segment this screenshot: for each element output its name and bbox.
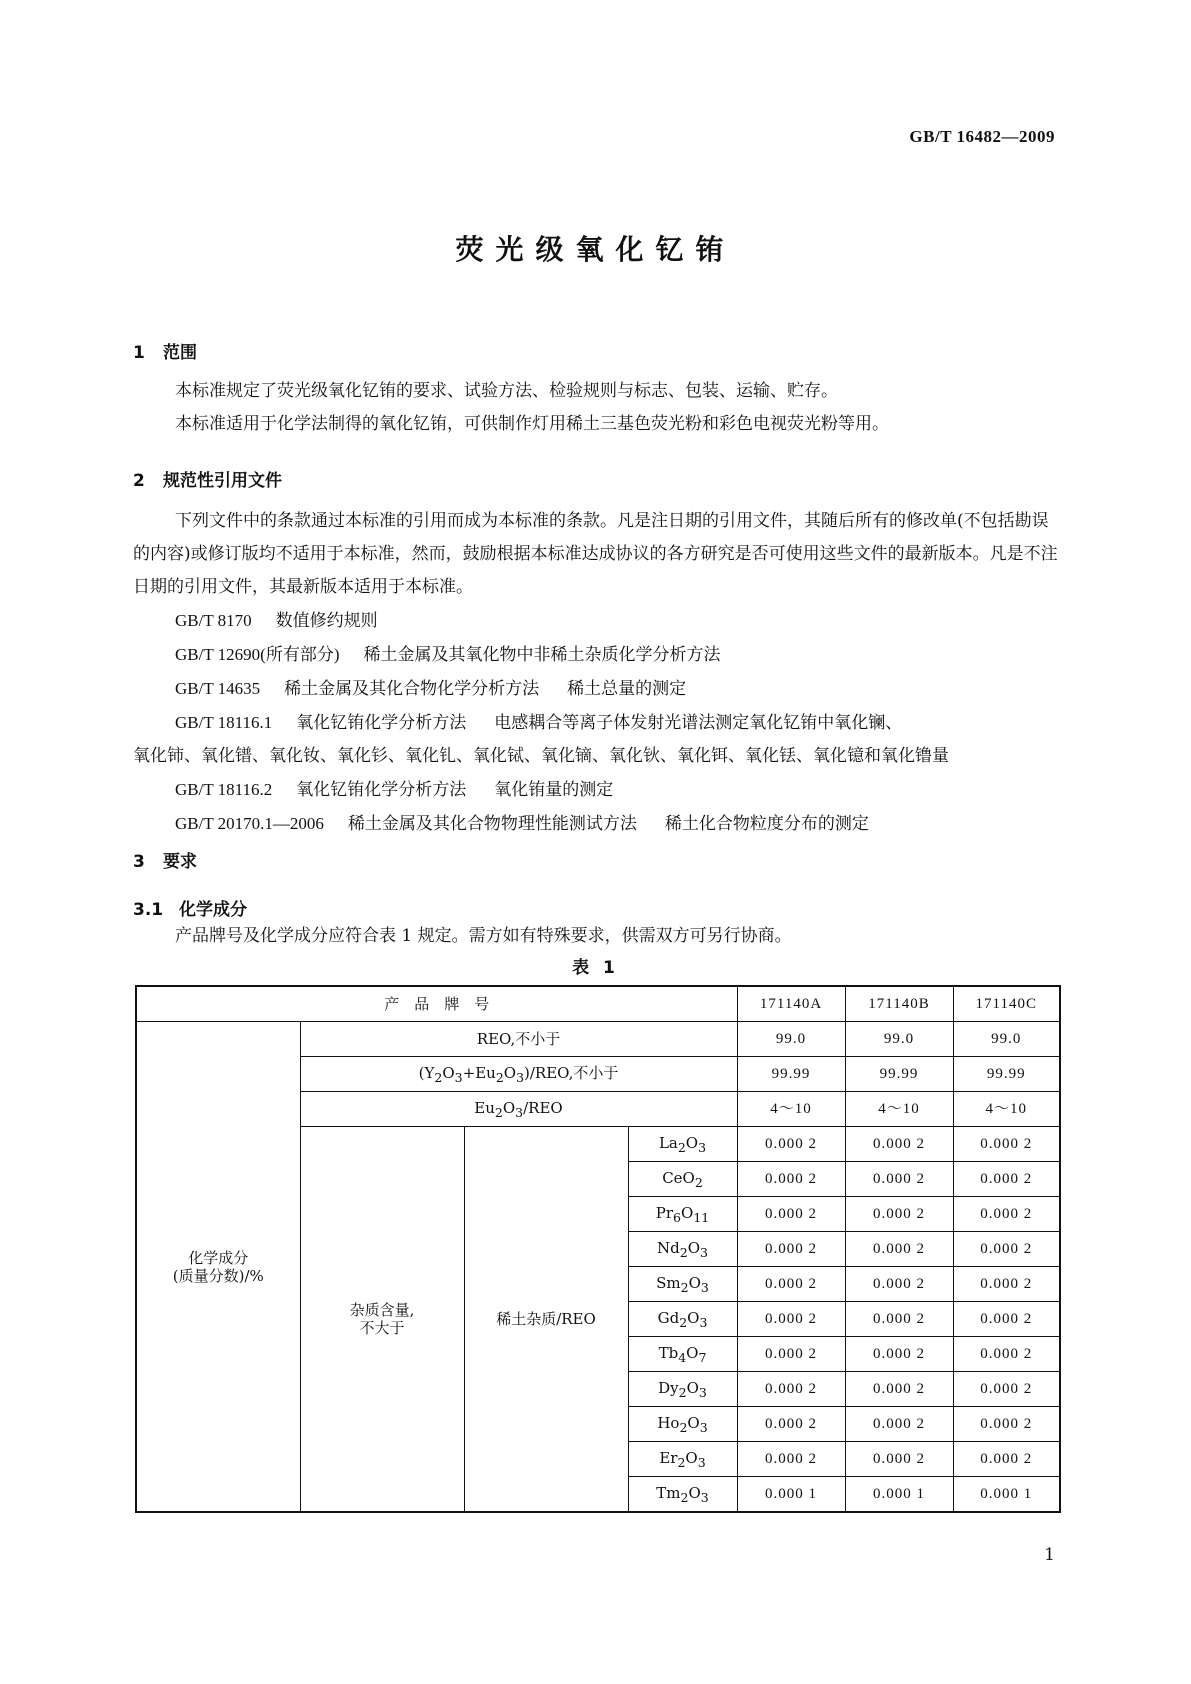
value-cell: 0.000 2 (953, 1127, 1060, 1162)
value-cell: 99.99 (845, 1057, 953, 1092)
section-title: 要求 (163, 852, 197, 872)
value-cell: 0.000 2 (737, 1337, 845, 1372)
oxide-formula: CeO$_2$ (628, 1162, 737, 1197)
value-cell: 0.000 2 (845, 1442, 953, 1477)
value-cell: 0.000 2 (845, 1127, 953, 1162)
page-number: 1 (1044, 1545, 1055, 1565)
reference-title: 稀土金属及其化合物化学分析方法 (284, 679, 540, 699)
reference-title: 稀土金属及其化合物物理性能测试方法 (347, 814, 637, 834)
row-label: $Eu_2O_3$/REO (300, 1092, 737, 1127)
value-cell: 0.000 2 (737, 1232, 845, 1267)
grade-cell: 171140A (737, 986, 845, 1022)
oxide-formula: $Tm_2O_3$ (628, 1477, 737, 1513)
value-cell: 99.0 (737, 1022, 845, 1057)
value-cell: 0.000 1 (953, 1477, 1060, 1513)
oxide-formula: $Tb_4O_7$ (628, 1337, 737, 1372)
value-cell: 4～10 (845, 1092, 953, 1127)
value-cell: 0.000 2 (845, 1372, 953, 1407)
value-cell: 0.000 2 (737, 1302, 845, 1337)
value-cell: 0.000 2 (737, 1162, 845, 1197)
table-header-row (136, 986, 1060, 1022)
value-cell: 0.000 2 (845, 1197, 953, 1232)
value-cell: 4～10 (953, 1092, 1060, 1127)
value-cell: 0.000 2 (845, 1407, 953, 1442)
row-label: $(Y_2O_3+Eu_2O_3)$/REO,不小于 (300, 1057, 737, 1092)
reference-code: GB/T 12690(所有部分) (175, 645, 340, 664)
section-number: 3 (133, 852, 145, 872)
section-title: 规范性引用文件 (163, 471, 282, 491)
chemical-composition-table (135, 985, 1061, 1513)
value-cell: 0.000 2 (845, 1267, 953, 1302)
value-cell: 99.0 (953, 1022, 1060, 1057)
oxide-formula: $Dy_2O_3$ (628, 1372, 737, 1407)
value-cell: 99.99 (737, 1057, 845, 1092)
reference-title: 稀土金属及其氧化物中非稀土杂质化学分析方法 (363, 645, 721, 665)
requirement-text (133, 920, 1061, 953)
reference-code: GB/T 18116.1 (175, 713, 273, 732)
reference-item (133, 604, 1061, 638)
value-cell: 0.000 2 (845, 1337, 953, 1372)
scope-paragraph-1: 本标准规定了荧光级氧化钇铕的要求、试验方法、检验规则与标志、包装、运输、贮存。 (175, 381, 838, 401)
reference-code: GB/T 20170.1—2006 (175, 814, 324, 833)
reference-item (133, 672, 1061, 706)
section-2-heading (133, 466, 282, 491)
scope-text (133, 375, 1061, 441)
rare-earth-impurity-label: 稀土杂质/REO (464, 1127, 628, 1513)
grade-cell: 171140B (845, 986, 953, 1022)
section-title: 化学成分 (179, 900, 247, 920)
oxide-formula: $Pr_6O_{11}$ (628, 1197, 737, 1232)
value-cell: 0.000 2 (845, 1302, 953, 1337)
table-row (136, 1022, 1060, 1057)
reference-code: GB/T 18116.2 (175, 780, 273, 799)
value-cell: 0.000 2 (953, 1407, 1060, 1442)
value-cell: 0.000 2 (845, 1162, 953, 1197)
section-number: 2 (133, 471, 145, 491)
table-caption: 表 1 (572, 958, 619, 978)
reference-code: GB/T 14635 (175, 679, 261, 698)
value-cell: 0.000 2 (737, 1197, 845, 1232)
value-cell: 0.000 2 (737, 1127, 845, 1162)
standard-code: GB/T 16482—2009 (909, 127, 1055, 146)
value-cell: 0.000 2 (953, 1162, 1060, 1197)
row-label: REO,不小于 (300, 1022, 737, 1057)
value-cell: 0.000 2 (737, 1267, 845, 1302)
document-title: 荧光级氧化钇铕 (455, 233, 736, 266)
value-cell: 0.000 1 (737, 1477, 845, 1513)
oxide-formula: $Ho_2O_3$ (628, 1407, 737, 1442)
value-cell: 0.000 2 (953, 1232, 1060, 1267)
value-cell: 0.000 1 (845, 1477, 953, 1513)
value-cell: 99.99 (953, 1057, 1060, 1092)
value-cell: 0.000 2 (845, 1232, 953, 1267)
section-1-heading (133, 338, 197, 363)
oxide-formula: $Gd_2O_3$ (628, 1302, 737, 1337)
value-cell: 0.000 2 (737, 1407, 845, 1442)
reference-item (133, 706, 1061, 740)
section-3-heading (133, 847, 197, 872)
reference-continuation: 氧化铈、氧化镨、氧化钕、氧化钐、氧化钆、氧化铽、氧化镝、氧化钬、氧化铒、氧化铥、氧化镱和氧化镥量 (133, 746, 949, 766)
oxide-formula: $La_2O_3$ (628, 1127, 737, 1162)
impurity-content-label: 杂质含量, 不大于 (300, 1127, 464, 1513)
section-title: 范围 (163, 343, 197, 363)
grade-header-cell: 产 品 牌 号 (136, 986, 737, 1022)
normative-references (133, 505, 1061, 841)
value-cell: 0.000 2 (953, 1372, 1060, 1407)
reference-subtitle: 电感耦合等离子体发射光谱法测定氧化钇铕中氧化镧、 (494, 713, 903, 733)
oxide-formula: $Er_2O_3$ (628, 1442, 737, 1477)
grade-cell: 171140C (953, 986, 1060, 1022)
value-cell: 0.000 2 (953, 1197, 1060, 1232)
chemical-composition-label: 化学成分 (质量分数)/% (136, 1022, 300, 1513)
value-cell: 0.000 2 (737, 1372, 845, 1407)
section-number: 1 (133, 343, 145, 363)
reference-item (133, 807, 1061, 841)
reference-item (133, 638, 1061, 672)
value-cell: 0.000 2 (953, 1337, 1060, 1372)
section-3-1-heading (133, 895, 247, 920)
value-cell: 0.000 2 (737, 1442, 845, 1477)
value-cell: 0.000 2 (953, 1442, 1060, 1477)
requirement-paragraph: 产品牌号及化学成分应符合表 1 规定。需方如有特殊要求，供需双方可另行协商。 (175, 926, 792, 946)
value-cell: 4～10 (737, 1092, 845, 1127)
value-cell: 99.0 (845, 1022, 953, 1057)
reference-code: GB/T 8170 (175, 611, 252, 630)
reference-title: 氧化钇铕化学分析方法 (296, 780, 467, 800)
value-cell: 0.000 2 (953, 1267, 1060, 1302)
normative-intro: 下列文件中的条款通过本标准的引用而成为本标准的条款。凡是注日期的引用文件，其随后所有的修改单(不包括勘误的内容)或修订版均不适用于本标准，然而，鼓励根据本标准达成协议的各方研究是否可使用这些文件的最新版本。凡是不注日期的引用文件，其最新版本适用于本标准。 (133, 511, 1058, 597)
oxide-formula: $Nd_2O_3$ (628, 1232, 737, 1267)
reference-title: 氧化钇铕化学分析方法 (296, 713, 467, 733)
reference-subtitle: 稀土总量的测定 (567, 679, 687, 699)
scope-paragraph-2: 本标准适用于化学法制得的氧化钇铕，可供制作灯用稀土三基色荧光粉和彩色电视荧光粉等用。 (175, 414, 889, 434)
reference-subtitle: 氧化铕量的测定 (494, 780, 614, 800)
oxide-formula: $Sm_2O_3$ (628, 1267, 737, 1302)
value-cell: 0.000 2 (953, 1302, 1060, 1337)
reference-subtitle: 稀土化合物粒度分布的测定 (664, 814, 869, 834)
reference-item (133, 773, 1061, 807)
section-number: 3.1 (133, 900, 164, 920)
reference-title: 数值修约规则 (275, 611, 378, 631)
